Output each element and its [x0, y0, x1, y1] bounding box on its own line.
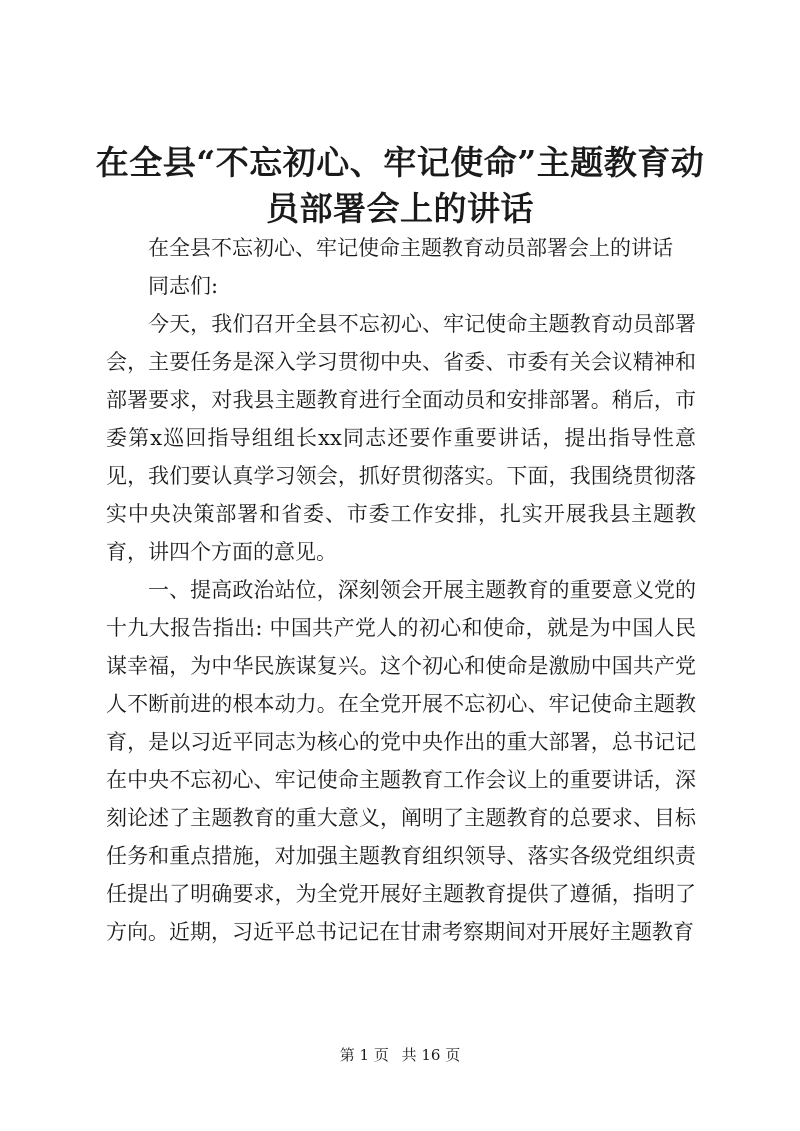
page-footer [0, 1045, 800, 1065]
document-body [106, 229, 696, 951]
page-number: 第 1 页 [339, 1046, 389, 1064]
salutation-paragraph: 同志们: [148, 274, 219, 298]
subtitle-paragraph: 在全县不忘初心、牢记使命主题教育动员部署会上的讲话 [148, 236, 673, 260]
section-one-paragraph: 一、提高政治站位，深刻领会开展主题教育的重要意义党的十九大报告指出: 中国共产党人的初心和使命，就是为中国人民谋幸福，为中华民族谋复兴。这个初心和使命是激励中国共产党人不断前进的根本动力。在全党开展不忘初心、牢记使命主题教育，是以习近平同志为核心的党中央作出的重大部署，总书记记在中央不忘初心、牢记使命主题教育工作会议上的重要讲话，深刻论述了主题教育的重大意义，阐明了主题教育的总要求、目标任务和重点措施，对加强主题教育组织领导、落实各级党组织责任提出了明确要求，为全党开展好主题教育提供了遵循，指明了方向。近期，习近平总书记记在甘肃考察期间对开展好主题教育 [106, 578, 696, 944]
page-total: 共 16 页 [401, 1046, 461, 1064]
intro-paragraph: 今天，我们召开全县不忘初心、牢记使命主题教育动员部署会，主要任务是深入学习贯彻中央、省委、市委有关会议精神和部署要求，对我县主题教育进行全面动员和安排部署。稍后，市委第x巡回指导组组长xx同志还要作重要讲话，提出指导性意见，我们要认真学习领会，抓好贯彻落实。下面，我围绕贯彻落实中央决策部署和省委、市委工作安排，扎实开展我县主题教育，讲四个方面的意见。 [106, 312, 696, 564]
document-title: 在全县“不忘初心、牢记使命”主题教育动员部署会上的讲话 [95, 143, 705, 228]
